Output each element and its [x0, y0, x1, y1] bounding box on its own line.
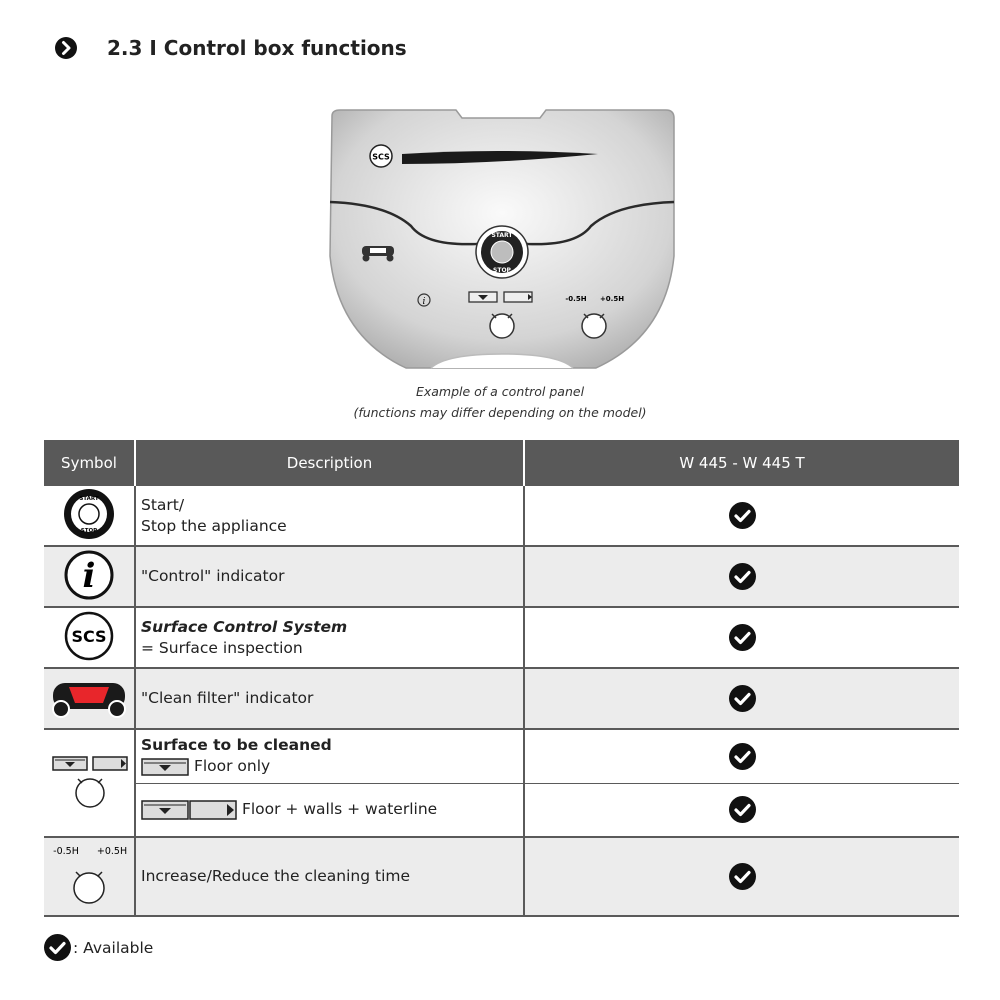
panel-scs-badge	[370, 145, 392, 167]
clean-filter-icon	[49, 675, 129, 719]
availability-cell	[524, 837, 959, 916]
description-cell: "Control" indicator	[135, 546, 524, 607]
svg-text:START: START	[79, 495, 99, 502]
section-heading	[55, 36, 407, 60]
svg-text:+0.5H: +0.5H	[599, 295, 625, 303]
svg-text:-0.5H: -0.5H	[565, 295, 587, 303]
availability-cell	[524, 668, 959, 729]
availability-cell	[524, 783, 959, 837]
start-stop-icon	[62, 487, 116, 541]
table-row	[44, 607, 959, 668]
table-row	[44, 546, 959, 607]
check-circle-icon	[729, 563, 756, 590]
description-cell: Surface Control System = Surface inspection	[135, 607, 524, 668]
availability-cell	[524, 486, 959, 546]
panel-start-stop-button[interactable]	[476, 226, 528, 278]
table-row	[44, 783, 959, 837]
symbol-cell	[44, 486, 135, 546]
legend-text: : Available	[73, 938, 154, 957]
check-circle-icon	[729, 685, 756, 712]
check-circle-icon	[729, 796, 756, 823]
legend	[44, 934, 153, 961]
check-circle-icon	[729, 502, 756, 529]
check-circle-icon	[729, 863, 756, 890]
table-header-row	[44, 440, 959, 486]
svg-text:STOP: STOP	[493, 267, 511, 274]
header-description: Description	[135, 440, 524, 486]
scs-icon	[63, 610, 115, 662]
svg-text:-0.5H: -0.5H	[53, 845, 79, 857]
table-row	[44, 729, 959, 783]
symbol-cell	[44, 668, 135, 729]
info-icon	[63, 549, 115, 601]
section-title: 2.3 I Control box functions	[107, 36, 407, 60]
availability-cell	[524, 607, 959, 668]
table-row	[44, 668, 959, 729]
check-circle-icon	[729, 624, 756, 651]
description-cell: "Clean filter" indicator	[135, 668, 524, 729]
cleaning-time-icon	[44, 840, 134, 910]
symbol-cell	[44, 546, 135, 607]
symbol-cell	[44, 729, 135, 837]
availability-cell	[524, 546, 959, 607]
description-cell: Surface to be cleaned Floor only	[135, 729, 524, 783]
floor-mode-icon	[141, 800, 189, 820]
check-circle-icon	[729, 743, 756, 770]
svg-text:START: START	[491, 232, 513, 239]
availability-cell	[524, 729, 959, 783]
walls-mode-icon	[189, 800, 237, 820]
control-panel-illustration	[326, 106, 678, 382]
svg-text:i: i	[82, 555, 96, 596]
header-symbol: Symbol	[44, 440, 135, 486]
floor-mode-icon	[141, 758, 189, 776]
panel-caption: Example of a control panel	[415, 384, 585, 399]
table-row	[44, 837, 959, 916]
symbol-cell	[44, 837, 135, 916]
panel-caption-note: (functions may differ depending on the model)	[353, 405, 647, 420]
svg-text:i: i	[422, 297, 426, 307]
symbol-cell	[44, 607, 135, 668]
description-cell: Start/ Stop the appliance	[135, 486, 524, 546]
functions-table	[44, 440, 959, 917]
svg-text:SCS: SCS	[71, 626, 107, 646]
description-cell: Increase/Reduce the cleaning time	[135, 837, 524, 916]
svg-text:+0.5H: +0.5H	[96, 845, 128, 857]
table-row	[44, 486, 959, 546]
chevron-right-circle-icon	[55, 37, 77, 59]
svg-text:SCS: SCS	[372, 152, 390, 162]
svg-text:STOP: STOP	[80, 527, 98, 534]
check-circle-icon	[44, 934, 71, 961]
surface-selector-icon	[47, 753, 131, 809]
header-model: W 445 - W 445 T	[524, 440, 959, 486]
description-cell: Floor + walls + waterline	[135, 783, 524, 837]
